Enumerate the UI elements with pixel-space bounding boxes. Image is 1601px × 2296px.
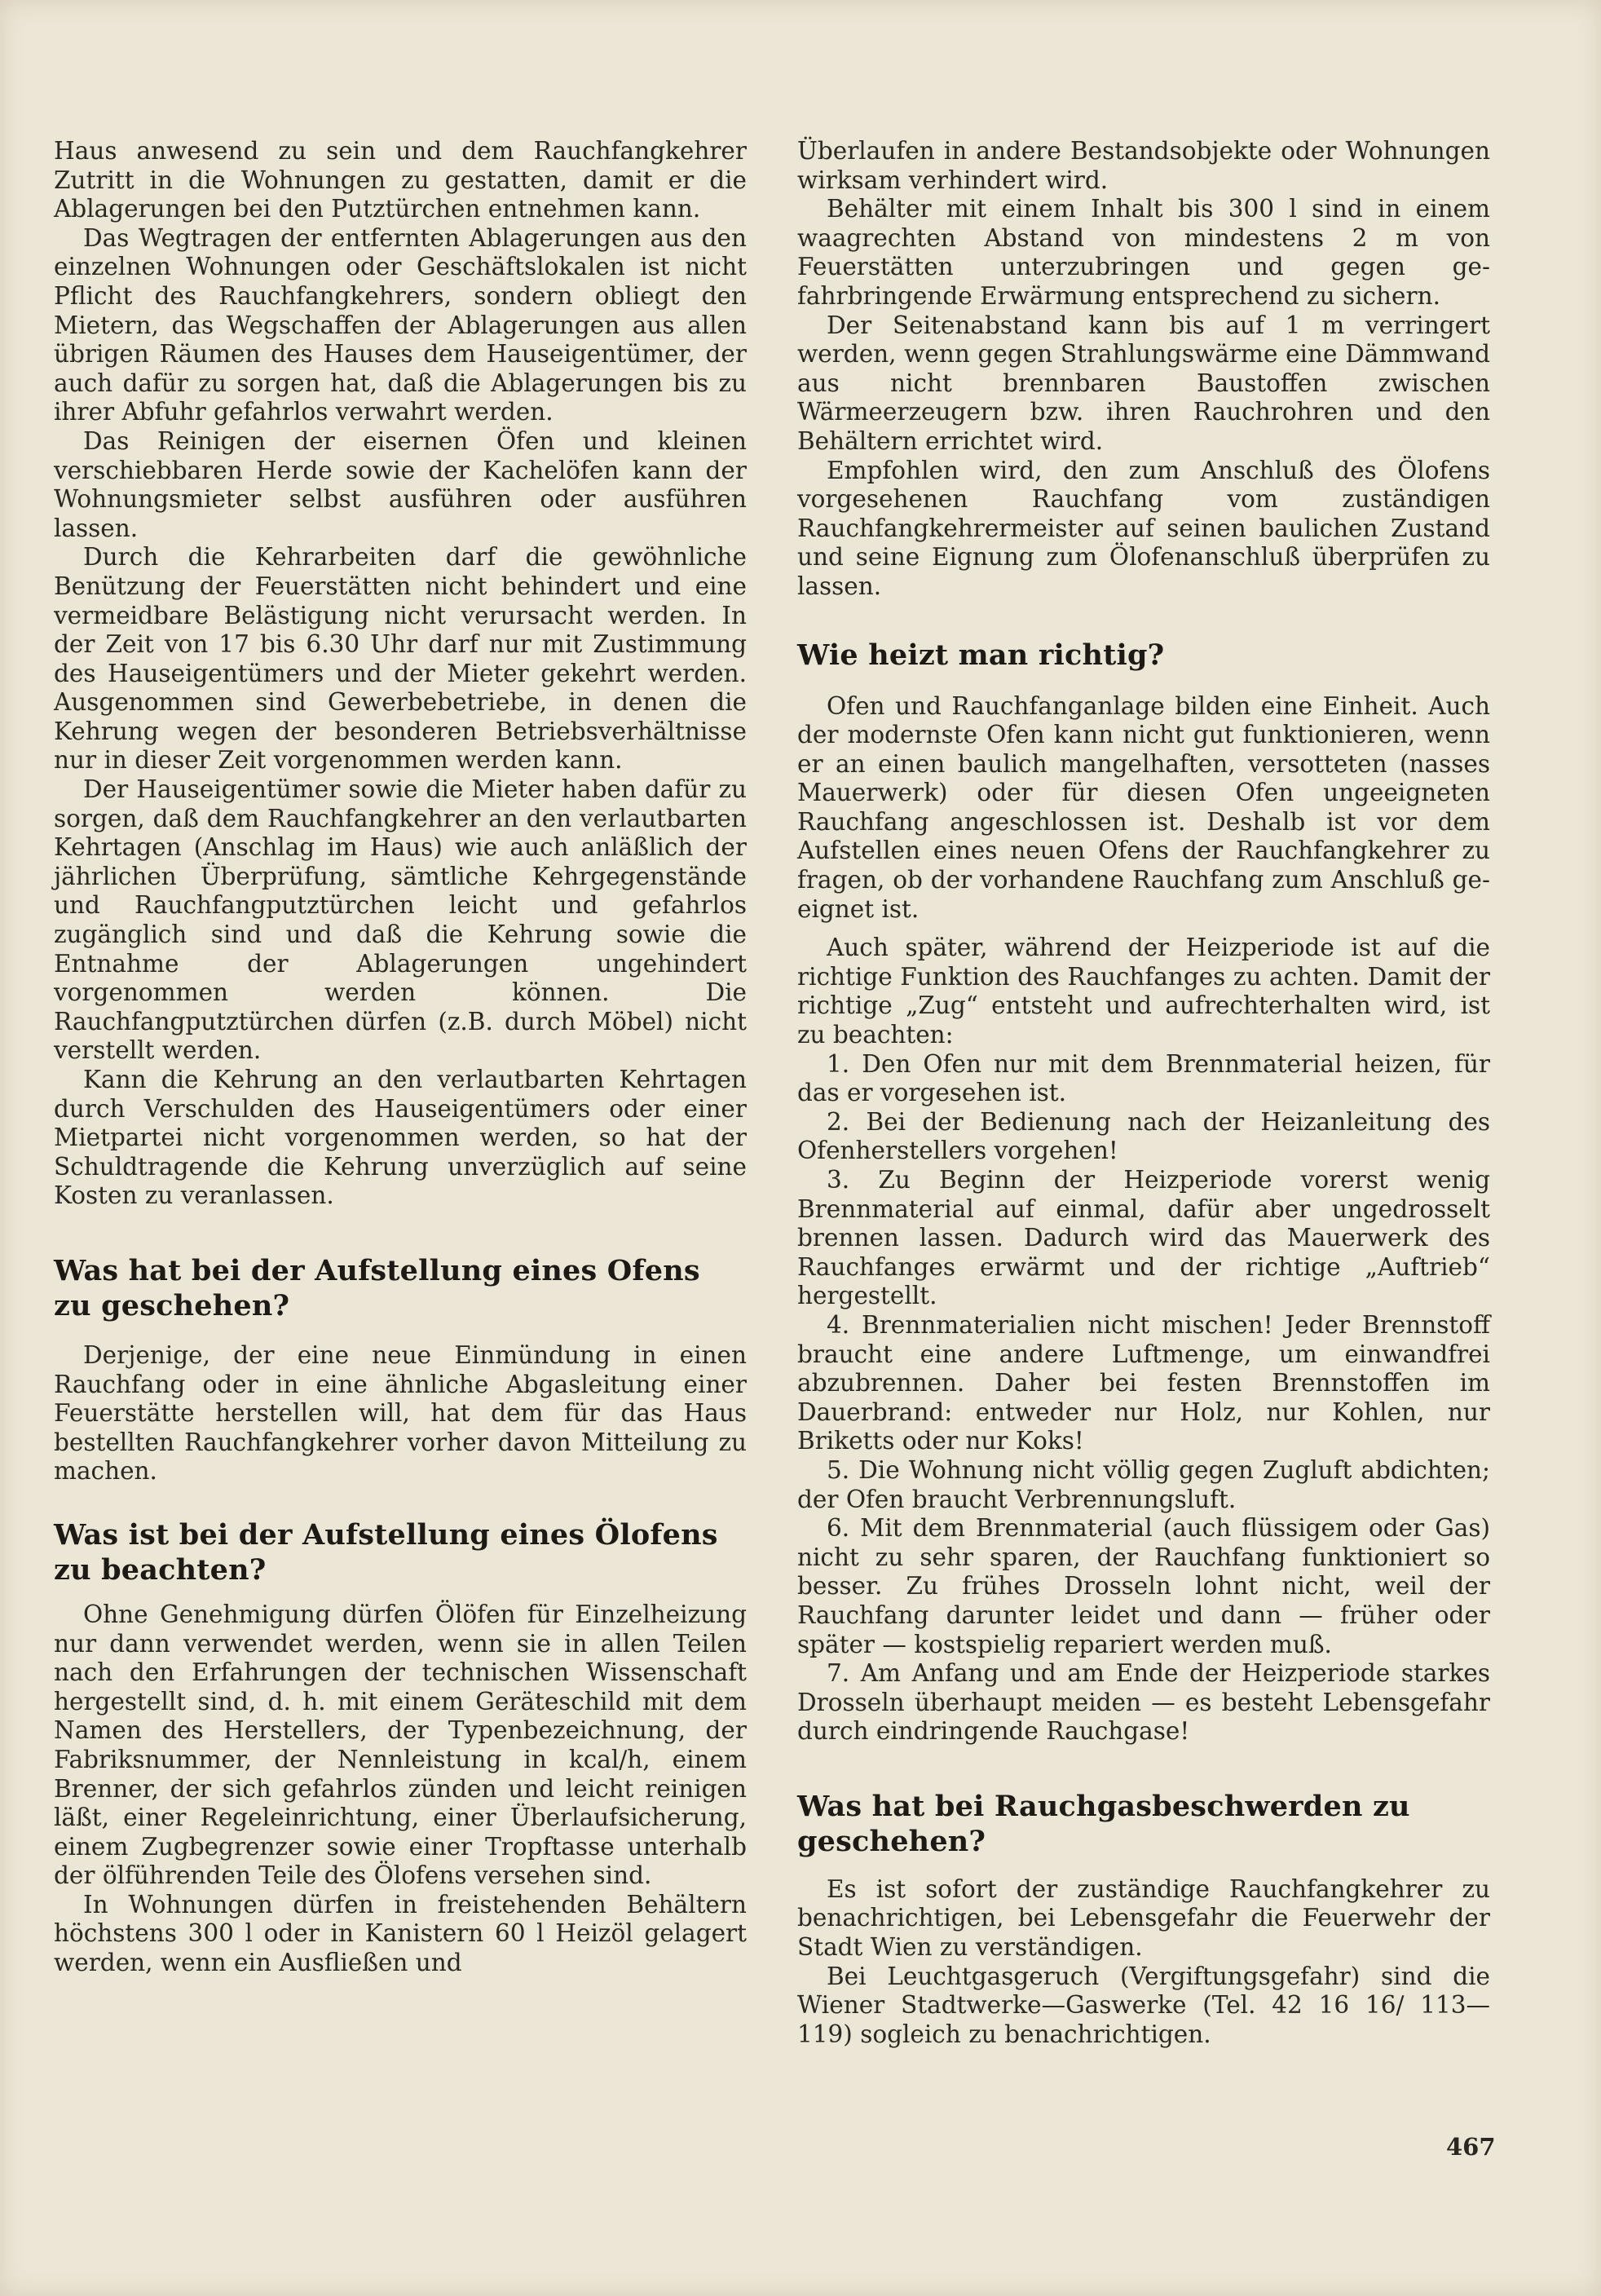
paragraph: Der Hauseigentümer sowie die Mieter haben dafür zu sorgen, daß dem Rauchfangkehrer an den verlautbarten Kehrtagen (Anschlag im Haus) wie auch anläßlich der jährlichen Überprüfung, sämtliche Kehrgegenstände und Rauchfangputztürchen leicht und gefahrlos zugänglich sind und daß die Kehrung sowie die Entnahme der Ablagerungen ungehindert vorgenommen werden können. Die Rauchfangputztürchen dürfen (z.B. durch Möbel) nicht verstellt werden. xyxy=(54,775,747,1065)
list-item: 1. Den Ofen nur mit dem Brennmaterial heizen, für das er vorgesehen ist. xyxy=(797,1049,1490,1107)
paragraph: Ofen und Rauchfanganlage bilden eine Einheit. Auch der modernste Ofen kann nicht gut funktionieren, wenn er an einen baulich mangelhaften, versotteten (nasses Mauerwerk) oder für diesen Ofen ungeeigneten Rauchfang angeschlossen ist. Deshalb ist vor dem Aufstellen eines neuen Ofens der Rauchfangkehrer zu fragen, ob der vorhandene Rauchfang zum Anschluß geeignet ist. xyxy=(797,691,1490,923)
section-heading: Was ist bei der Aufstellung eines Ölofens zu beachten? xyxy=(54,1517,718,1587)
paragraph: Bei Leuchtgasgeruch (Vergiftungsgefahr) sind die Wiener Stadtwerke—Gaswerke (Tel. 42 16 16/ 113—119) sogleich zu benachrichtigen. xyxy=(797,1962,1490,2048)
list-item: 4. Brennmaterialien nicht mischen! Jeder Brennstoff braucht eine andere Luftmenge, um einwandfrei abzubrennen. Daher bei festen Brennstoffen im Dauerbrand: entweder nur Holz, nur Kohlen, nur Briketts oder nur Koks! xyxy=(797,1310,1490,1455)
right-column xyxy=(797,137,1490,2049)
list-item: 3. Zu Beginn der Heizperiode vorerst wenig Brennmaterial auf einmal, dafür aber ungedrosselt brennen lassen. Dadurch wird das Mauerwerk des Rauchfanges erwärmt und der richtige „Auftrieb“ hergestellt. xyxy=(797,1166,1490,1310)
list-item: 7. Am Anfang und am Ende der Heizperiode starkes Drosseln überhaupt meiden — es besteht Lebensgefahr durch eindringende Rauchgase! xyxy=(797,1659,1490,1746)
paragraph: Durch die Kehrarbeiten darf die gewöhnliche Benützung der Feuerstätten nicht behindert und eine vermeidbare Belästigung nicht verursacht werden. In der Zeit von 17 bis 6.30 Uhr darf nur mit Zustimmung des Hauseigentümers und der Mieter gekehrt werden. Ausgenommen sind Gewerbebetriebe, in denen die Kehrung wegen der besonderen Betriebsverhältnisse nur in dieser Zeit vorgenommen werden kann. xyxy=(54,543,747,775)
paragraph: Behälter mit einem Inhalt bis 300 l sind in einem waagrechten Abstand von mindestens 2 m von Feuerstätten unterzubringen und gegen gefahrbringende Erwärmung entsprechend zu sichern. xyxy=(797,195,1490,310)
paragraph: Empfohlen wird, den zum Anschluß des Ölofens vorgesehenen Rauchfang vom zuständigen Rauchfangkehrermeister auf seinen baulichen Zustand und seine Eignung zum Ölofenanschluß überprüfen zu lassen. xyxy=(797,456,1490,600)
section-heading: Was hat bei der Aufstellung eines Ofens zu geschehen? xyxy=(54,1253,700,1322)
paragraph: Haus anwesend zu sein und dem Rauchfangkehrer Zutritt in die Wohnungen zu gestatten, damit er die Ablagerungen bei den Putztürchen entnehmen kann. xyxy=(54,137,747,223)
paragraph: Der Seitenabstand kann bis auf 1 m verringert werden, wenn gegen Strahlungswärme eine Dämmwand aus nicht brennbaren Baustoffen zwischen Wärmeerzeugern bzw. ihren Rauchrohren und den Behältern errichtet wird. xyxy=(797,311,1490,455)
list-item: 2. Bei der Bedienung nach der Heizanleitung des Ofenherstellers vorgehen! xyxy=(797,1107,1490,1165)
page-number: 467 xyxy=(1446,2133,1496,2161)
paragraph: Es ist sofort der zuständige Rauchfangkehrer zu benachrichtigen, bei Lebensgefahr die Feuerwehr der Stadt Wien zu verständigen. xyxy=(797,1874,1490,1962)
paragraph: In Wohnungen dürfen in freistehenden Behältern höchstens 300 l oder in Kanistern 60 l Heizöl gelagert werden, wenn ein Ausfließen und xyxy=(54,1890,747,1977)
paragraph: Derjenige, der eine neue Einmündung in einen Rauchfang oder in eine ähnliche Abgasleitung einer Feuerstätte herstellen will, hat dem für das Haus bestellten Rauchfangkehrer vorher davon Mitteilung zu machen. xyxy=(54,1340,747,1486)
paragraph: Ohne Genehmigung dürfen Ölöfen für Einzelheizung nur dann verwendet werden, wenn sie in allen Teilen nach den Erfahrungen der technischen Wissenschaft hergestellt sind, d. h. mit einem Geräteschild mit dem Namen des Herstellers, der Typenbezeichnung, der Fabriksnummer, der Nennleistung in kcal/h, einem Brenner, der sich gefahrlos zünden und leicht reinigen läßt, einer Regeleinrichtung, einer Überlaufsicherung, einem Zugbegrenzer sowie einer Tropftasse unterhalb der ölführenden Teile des Ölofens versehen sind. xyxy=(54,1600,747,1890)
paragraph: Kann die Kehrung an den verlautbarten Kehrtagen durch Verschulden des Hauseigentümers oder einer Mietpartei nicht vorgenommen werden, so hat der Schuldtragende die Kehrung unverzüglich auf seine Kosten zu veranlassen. xyxy=(54,1066,747,1210)
list-item: 6. Mit dem Brennmaterial (auch flüssigem oder Gas) nicht zu sehr sparen, der Rauchfang funktioniert so besser. Zu frühes Drosseln lohnt nicht, weil der Rauchfang darunter leidet und dann — früher oder später — kostspielig repariert werden muß. xyxy=(797,1514,1490,1658)
paragraph: Das Reinigen der eisernen Öfen und kleinen verschiebbaren Herde sowie der Kachelöfen kann der Wohnungsmieter selbst ausführen oder ausführen lassen. xyxy=(54,426,747,542)
paragraph: Überlaufen in andere Bestandsobjekte oder Wohnungen wirksam verhindert wird. xyxy=(797,137,1490,194)
list-item: 5. Die Wohnung nicht völlig gegen Zugluft abdichten; der Ofen braucht Verbrennungsluft. xyxy=(797,1455,1490,1513)
section-heading: Wie heizt man richtig? xyxy=(797,638,1165,672)
paragraph: Das Wegtragen der entfernten Ablagerungen aus den einzelnen Wohnungen oder Geschäftslokalen ist nicht Pflicht des Rauchfangkehrers, sondern obliegt den Mietern, das Wegschaffen der Ablagerungen aus allen übrigen Räumen des Hauses dem Hauseigentümer, der auch dafür zu sorgen hat, daß die Ablagerungen bis zu ihrer Abfuhr gefahrlos verwahrt werden. xyxy=(54,223,747,426)
section-heading: Was hat bei Rauchgasbeschwerden zu geschehen? xyxy=(797,1789,1410,1858)
paragraph: Auch später, während der Heizperiode ist auf die richtige Funktion des Rauchfanges zu achten. Damit der richtige „Zug“ entsteht und aufrechterhalten wird, ist zu beachten: xyxy=(797,934,1490,1049)
left-column xyxy=(54,137,747,1978)
